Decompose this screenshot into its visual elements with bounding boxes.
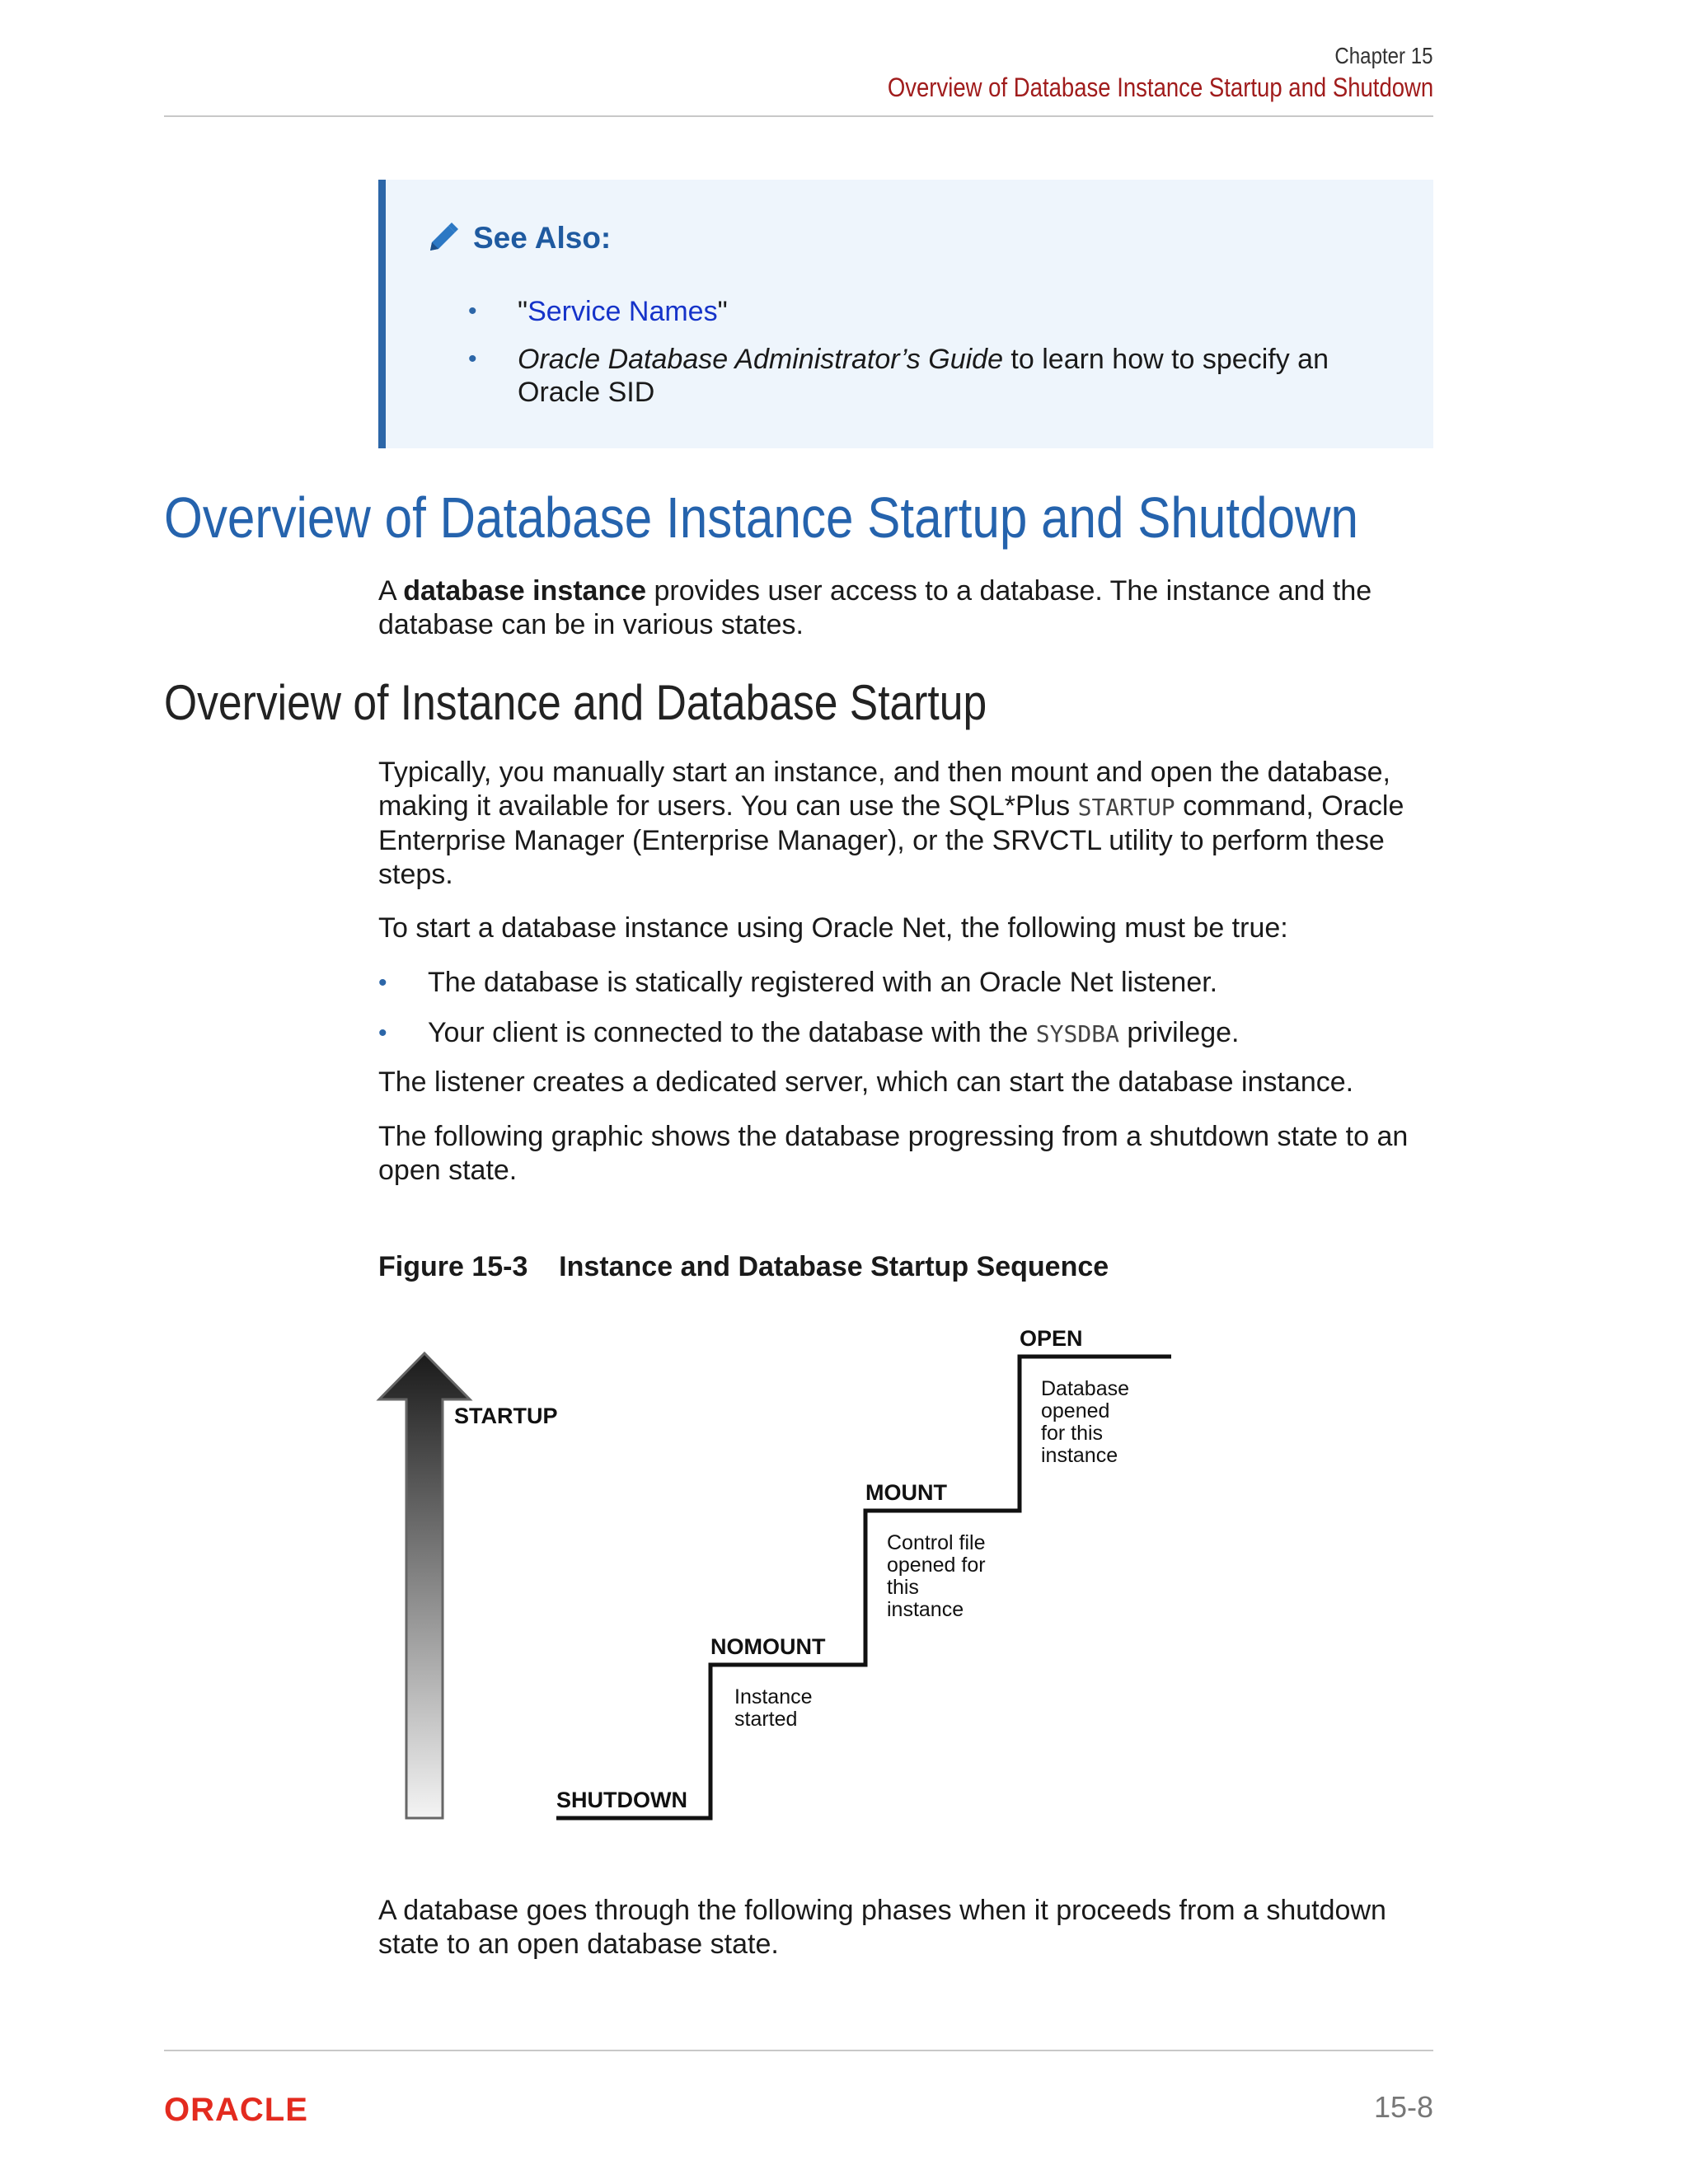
list-item: • "Service Names"	[468, 296, 728, 327]
term-database-instance: database instance	[403, 575, 647, 607]
step-label-shutdown: SHUTDOWN	[556, 1788, 687, 1812]
desc-line: opened	[1041, 1399, 1110, 1422]
bullet-icon: •	[378, 1019, 387, 1047]
bullet-icon: •	[378, 969, 387, 996]
arrow-label: STARTUP	[454, 1404, 558, 1428]
desc-line: Control file	[887, 1531, 986, 1554]
section-title: Overview of Database Instance Startup and Shutdown	[164, 485, 1359, 550]
paragraph-1: Typically, you manually start an instance, and then mount and open the database, making it available for users. You can use the SQL*Plus STARTUP command, Oracle Enterprise Manager (Enterprise Manager), or the SRVCTL utility to perform these steps.	[378, 757, 1404, 890]
desc-line: instance	[1041, 1444, 1118, 1467]
list-item: • Your client is connected to the database with the SYSDBA privilege.	[378, 1017, 1240, 1048]
desc-line: Instance	[734, 1685, 813, 1708]
oracle-logo: ORACLE	[164, 2092, 308, 2128]
service-names-link[interactable]: Service Names	[528, 296, 718, 327]
desc-line: this	[887, 1576, 919, 1599]
paragraph-3: The listener creates a dedicated server, which can start the database instance.	[378, 1066, 1354, 1098]
intro-paragraph: A database instance provides user access to a database. The instance and the database can be in various states.	[378, 575, 1372, 640]
running-section-title: Overview of Database Instance Startup and Shutdown	[887, 73, 1433, 102]
book-title: Oracle Database Administrator’s Guide	[518, 344, 1003, 375]
requirements-list	[378, 966, 1433, 1051]
desc-line: Database	[1041, 1377, 1130, 1400]
list-item: • Oracle Database Administrator’s Guide to learn how to specify an Oracle SID	[468, 344, 1329, 408]
page-number: 15-8	[1373, 2090, 1433, 2124]
step-label-nomount: NOMOUNT	[710, 1634, 826, 1659]
header-divider	[164, 115, 1433, 117]
code-startup: STARTUP	[1077, 794, 1175, 821]
paragraph-2: To start a database instance using Oracle Net, the following must be true:	[378, 912, 1288, 944]
desc-line: started	[734, 1708, 798, 1731]
code-sysdba: SYSDBA	[1035, 1020, 1119, 1047]
footer-divider	[164, 2050, 1433, 2051]
subsection-title: Overview of Instance and Database Startup	[164, 675, 987, 730]
chapter-label: Chapter 15	[1334, 43, 1433, 68]
bullet-icon: •	[468, 345, 477, 373]
pencil-icon	[424, 219, 462, 257]
desc-line: for this	[1041, 1422, 1104, 1445]
see-also-title: See Also:	[473, 221, 612, 255]
startup-sequence-figure	[363, 1302, 1220, 1830]
paragraph-5: A database goes through the following phases when it proceeds from a shutdown state to an open database state.	[378, 1895, 1386, 1960]
desc-line: opened for	[887, 1554, 986, 1577]
desc-line: instance	[887, 1598, 964, 1621]
list-item: • The database is statically registered with an Oracle Net listener.	[378, 967, 1218, 998]
bullet-icon: •	[468, 298, 477, 325]
see-also-list	[468, 295, 1391, 424]
see-also-box	[378, 180, 1433, 448]
paragraph-4: The following graphic shows the database progressing from a shutdown state to an open state.	[378, 1121, 1409, 1186]
see-also-heading	[424, 219, 611, 257]
figure-caption: Figure 15-3 Instance and Database Startup Sequence	[378, 1251, 1109, 1282]
step-label-open: OPEN	[1020, 1326, 1083, 1351]
step-label-mount: MOUNT	[865, 1480, 947, 1505]
